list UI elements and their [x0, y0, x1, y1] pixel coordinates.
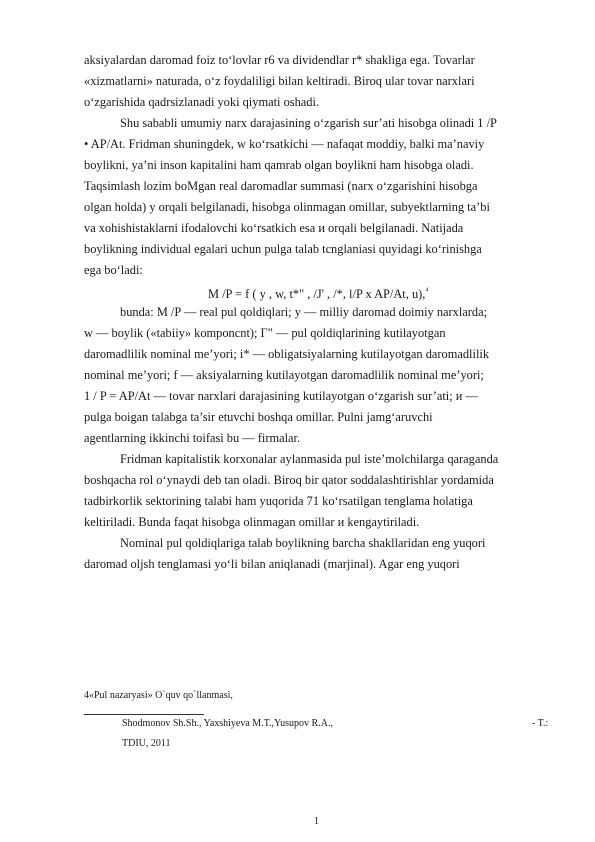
body-line: o‘zgarishida qadrsizlanadi yoki qiymati oshadi. [84, 95, 320, 109]
body-line: Fridman kapitalistik korxonalar aylanmasida pul iste’molchilarga qaraganda [120, 452, 499, 466]
body-line: bunda: M /P — real pul qoldiqlari; y — milliy daromad doimiy narxlarda; [120, 305, 488, 319]
footnote-place: - T.: [532, 718, 549, 729]
body-line: daromadlilik nominal me’yori; i* — obligatsiyalarning kutilayotgan daromadlilik [84, 347, 490, 361]
formula-footnote-mark: ⁴ [425, 286, 429, 295]
body-line: ega bo‘ladi: [84, 263, 143, 277]
footnote-publisher: TDIU, 2011 [122, 738, 171, 749]
body-line: boylikni, ya’ni inson kapitalini ham qamrab olgan boylikni ham hisobga oladi. [84, 158, 474, 172]
formula [208, 283, 428, 302]
body-line: 1 / P = AP/At — tovar narxlari darajasining kutilayotgan o‘zgarish sur’ati; и — [84, 389, 478, 403]
body-line: «xizmatlarni» naturada, o‘z foydaliligi bilan keltiradi. Biroq ular tovar narxlari [84, 74, 475, 88]
body-line: daromad oljsh tenglamasi yo‘li bilan aniqlanadi (marjinal). Agar eng yuqori [84, 557, 460, 571]
body-line: boylikning individual egalari uchun pulga talab tcnglaniasi quyidagi ko‘rinishga [84, 242, 482, 256]
body-line: olgan holda) y orqali belgilanadi, hisobga olinmagan omillar, subyektlarning ta’bi [84, 200, 490, 214]
body-line: • AP/At. Fridman shuningdek, w ko‘rsatkichi — nafaqat moddiy, balki ma’naviy [84, 137, 485, 151]
footnote-divider [84, 714, 204, 715]
body-line: va xohishistaklarni ifodalovchi ko‘rsatkich esa и orqali belgilanadi. Natijada [84, 221, 464, 235]
body-line: aksiyalardan daromad foiz to‘lovlar r6 va dividendlar r* shakliga ega. Tovarlar [84, 53, 475, 67]
body-line: Shu sababli umumiy narx darajasining o‘zgarish sur’ati hisobga olinadi 1 /P [120, 116, 497, 130]
body-line: tadbirkorlik sektorining talabi ham yuqorida 71 ko‘rsatilgan tenglama holatiga [84, 494, 473, 508]
footnote-authors: Shodmonov Sh.Sh., Yaxshiyeva M.T.,Yusupov R.A., [122, 718, 333, 729]
formula-text: M /P = f ( y , w, t*" , /J' , /*, l/P x AP/At, u), [208, 287, 426, 302]
body-line: boshqacha rol o‘ynaydi deb tan oladi. Biroq bir qator soddalashtirishlar yordamida [84, 473, 494, 487]
body-line: Nominal pul qoldiqlariga talab boylikning barcha shakllaridan eng yuqori [120, 536, 486, 550]
footnote-source-label: 4«Pul nazaryasi» O`quv qo`llanmasi, [84, 690, 233, 701]
body-line: pulga boigan talabga ta’sir etuvchi boshqa omillar. Pulni jamg‘aruvchi [84, 410, 433, 424]
body-line: agentlarning ikkinchi toifasi bu — firmalar. [84, 431, 301, 445]
body-line: keltiriladi. Bunda faqat hisobga olinmagan omillar и kengaytiriladi. [84, 515, 420, 529]
body-line: Taqsimlash lozim boMgan real daromadlar summasi (narx o‘zgarishini hisobga [84, 179, 478, 193]
page-number: 1 [314, 816, 319, 827]
body-line: nominal me’yori; f — aksiyalarning kutilayotgan daromadlilik nominal me’yori; [84, 368, 484, 382]
body-line: w — boylik («tabiiy» komponcnt); Г" — pul qoldiqlarining kutilayotgan [84, 326, 446, 340]
